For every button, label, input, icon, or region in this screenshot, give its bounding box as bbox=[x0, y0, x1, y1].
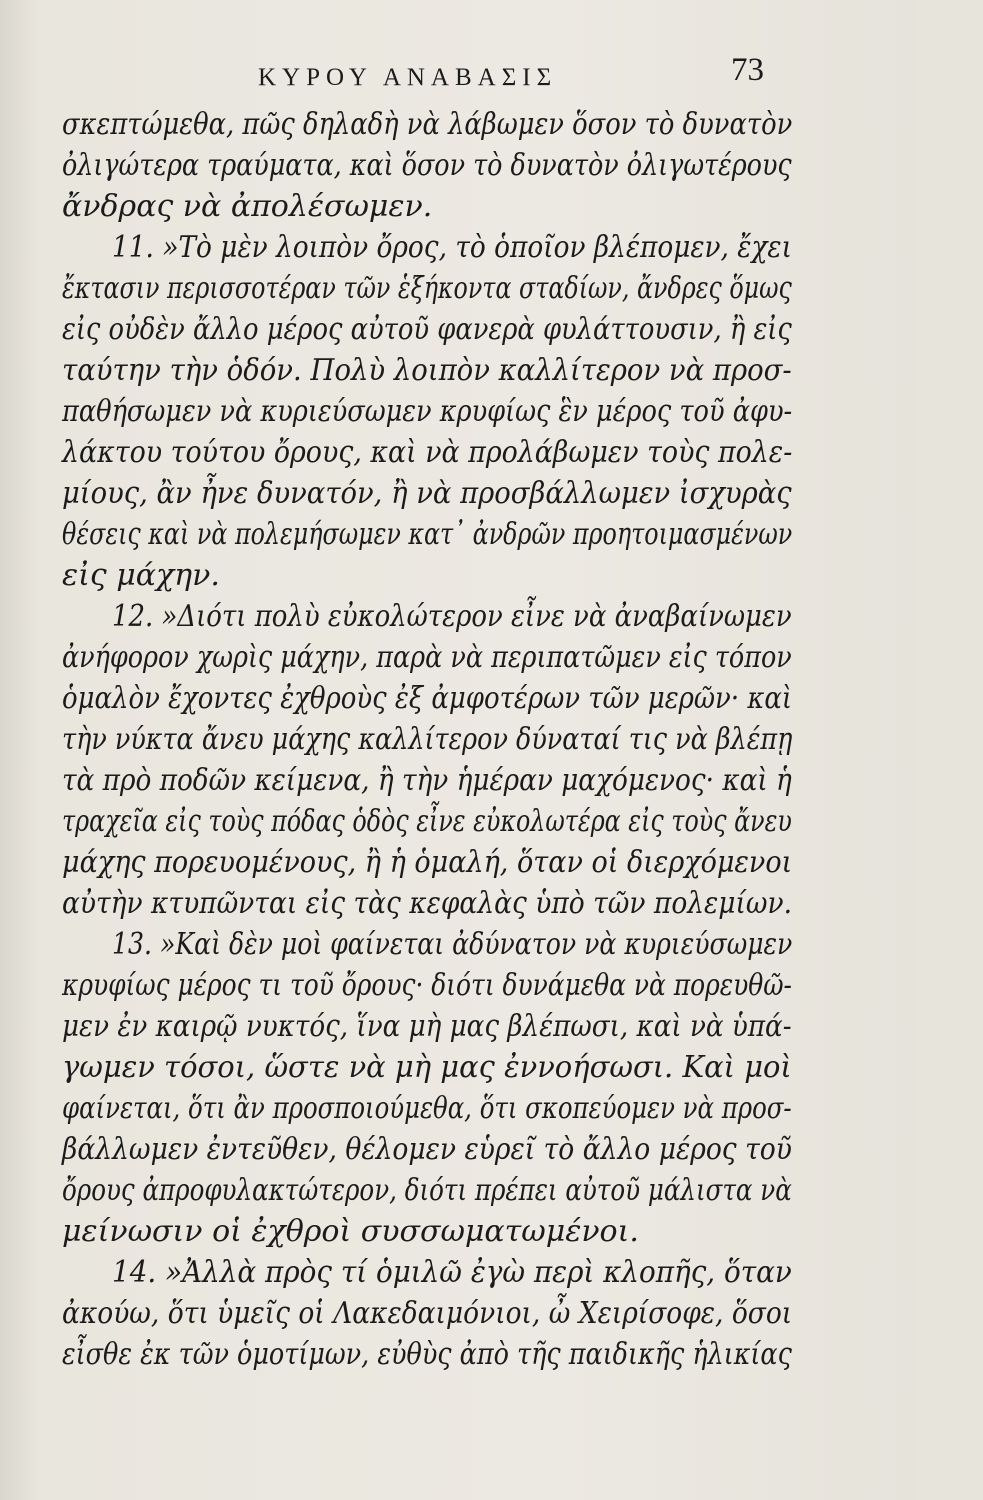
page-header bbox=[0, 52, 914, 112]
text-line: ἄνδρας νὰ ἀπολέσωμεν. bbox=[62, 189, 433, 224]
text-line: ὁμαλὸν ἔχοντες ἐχθροὺς ἐξ ἀμφοτέρων τῶν μερῶν· καὶ bbox=[62, 681, 793, 716]
text-line: ἀκούω, ὅτι ὑμεῖς οἱ Λακεδαιμόνιοι, ὦ Χειρίσοφε, ὅσοι bbox=[62, 1296, 793, 1331]
text-line: τὰ πρὸ ποδῶν κείμενα, ἢ τὴν ἡμέραν μαχόμενος· καὶ ἡ bbox=[62, 763, 792, 798]
text-line: 12. »Διότι πολὺ εὐκολώτερον εἶνε νὰ ἀναβαίνωμεν bbox=[112, 599, 792, 634]
text-line: γωμεν τόσοι, ὥστε νὰ μὴ μας ἐννοήσωσι. Καὶ μοὶ bbox=[62, 1050, 792, 1085]
text-line: θέσεις καὶ νὰ πολεμήσωμεν κατ᾽ ἀνδρῶν προητοιμασμένων bbox=[62, 517, 793, 552]
text-line: λάκτου τούτου ὄρους, καὶ νὰ προλάβωμεν τοὺς πολε- bbox=[62, 435, 793, 470]
text-line: μείνωσιν οἱ ἐχθροὶ συσσωματωμένοι. bbox=[62, 1214, 639, 1249]
text-line: εἶσθε ἐκ τῶν ὁμοτίμων, εὐθὺς ἀπὸ τῆς παιδικῆς ἡλικίας bbox=[62, 1337, 792, 1372]
text-line: σκεπτώμεθα, πῶς δηλαδὴ νὰ λάβωμεν ὅσον τὸ δυνατὸν bbox=[62, 107, 793, 142]
text-line: ὄρους ἀπροφυλακτώτερον, διότι πρέπει αὐτοῦ μάλιστα νὰ bbox=[62, 1173, 792, 1208]
text-line: 13. »Καὶ δὲν μοὶ φαίνεται ἀδύνατον νὰ κυριεύσωμεν bbox=[112, 927, 793, 962]
text-line: μάχης πορευομένους, ἢ ἡ ὁμαλή, ὅταν οἱ διερχόμενοι bbox=[62, 845, 793, 880]
text-line: εἰς οὐδὲν ἄλλο μέρος αὐτοῦ φανερὰ φυλάττουσιν, ἢ εἰς bbox=[62, 312, 792, 347]
page-number: 73 bbox=[731, 52, 764, 88]
text-line: ἀνήφορον χωρὶς μάχην, παρὰ νὰ περιπατῶμεν εἰς τόπον bbox=[62, 640, 792, 675]
text-line: μεν ἐν καιρῷ νυκτός, ἵνα μὴ μας βλέπωσι, καὶ νὰ ὑπά- bbox=[62, 1009, 792, 1044]
body-text bbox=[62, 104, 792, 1375]
text-line: κρυφίως μέρος τι τοῦ ὄρους· διότι δυνάμεθα νὰ πορευθῶ- bbox=[62, 968, 792, 1003]
text-line: εἰς μάχην. bbox=[62, 558, 220, 593]
text-line: παθήσωμεν νὰ κυριεύσωμεν κρυφίως ἓν μέρος τοῦ ἀφυ- bbox=[62, 394, 793, 429]
text-line: ὀλιγώτερα τραύματα, καὶ ὅσον τὸ δυνατὸν ὀλιγωτέρους bbox=[62, 148, 792, 183]
text-line: μίους, ἂν ἦνε δυνατόν, ἢ νὰ προσβάλλωμεν ἰσχυρὰς bbox=[62, 476, 792, 511]
text-line: τὴν νύκτα ἄνευ μάχης καλλίτερον δύναταί τις νὰ βλέπῃ bbox=[62, 722, 793, 757]
text-line: αὐτὴν κτυπῶνται εἰς τὰς κεφαλὰς ὑπὸ τῶν πολεμίων. bbox=[62, 886, 793, 921]
running-title: ΚΥΡΟΥ ΑΝΑΒΑΣΙΣ bbox=[258, 64, 558, 91]
text-line: βάλλωμεν ἐντεῦθεν, θέλομεν εὑρεῖ τὸ ἄλλο μέρος τοῦ bbox=[62, 1132, 792, 1167]
text-line: φαίνεται, ὅτι ἂν προσποιούμεθα, ὅτι σκοπεύομεν νὰ προσ- bbox=[62, 1091, 792, 1126]
text-line: ἔκτασιν περισσοτέραν τῶν ἑξήκοντα σταδίων, ἄνδρες ὅμως bbox=[62, 271, 792, 306]
text-line: ταύτην τὴν ὁδόν. Πολὺ λοιπὸν καλλίτερον νὰ προσ- bbox=[62, 353, 792, 388]
text-line: 14. »Ἀλλὰ πρὸς τί ὁμιλῶ ἐγὼ περὶ κλοπῆς, ὅταν bbox=[112, 1255, 792, 1290]
text-line: τραχεῖα εἰς τοὺς πόδας ὁδὸς εἶνε εὐκολωτέρα εἰς τοὺς ἄνευ bbox=[62, 804, 792, 839]
text-line: 11. »Τὸ μὲν λοιπὸν ὄρος, τὸ ὁποῖον βλέπομεν, ἔχει bbox=[112, 230, 792, 265]
